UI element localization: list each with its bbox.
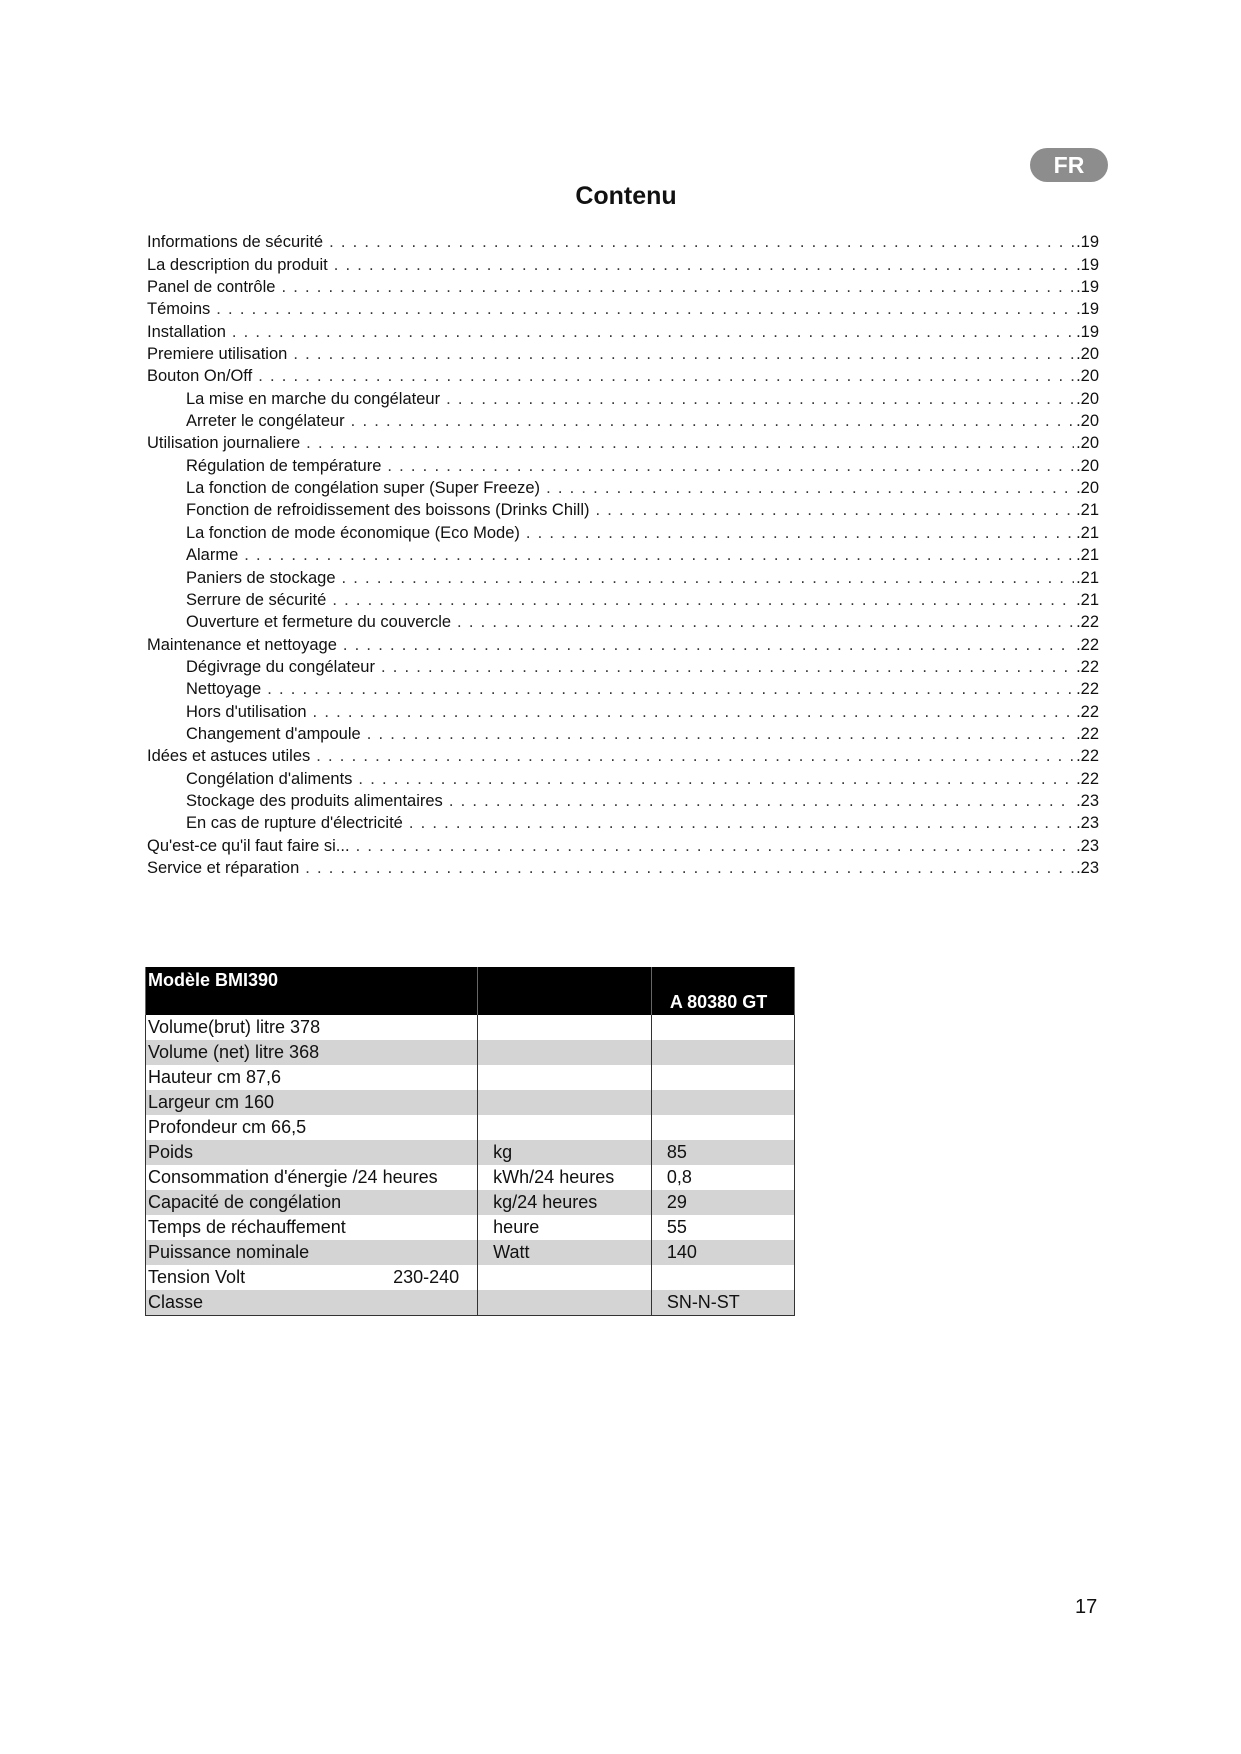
toc-entry-label: Changement d'ampoule <box>186 724 361 743</box>
toc-entry-label: La mise en marche du congélateur <box>186 389 441 408</box>
toc-entry-page: .20 <box>1076 456 1099 475</box>
spec-value <box>651 1015 794 1040</box>
toc-subentry <box>147 766 1099 788</box>
toc-entry-label: Stockage des produits alimentaires <box>186 791 443 810</box>
toc-subentry <box>147 610 1099 632</box>
table-row <box>146 1065 795 1090</box>
spec-label: Volume(brut) litre 378 <box>146 1015 478 1040</box>
toc-leader-dots <box>356 836 1075 856</box>
toc-entry-page: .21 <box>1076 501 1099 520</box>
spec-unit <box>478 1265 652 1290</box>
spec-voltage-value: 230-240 <box>393 1267 460 1287</box>
toc-entry-label: Informations de sécurité <box>147 233 324 252</box>
spec-unit <box>478 1040 652 1065</box>
spec-label: Classe <box>146 1290 478 1316</box>
toc-entry-page: .19 <box>1076 233 1099 252</box>
toc-entry-page: .22 <box>1076 747 1099 766</box>
spec-label: Puissance nominale <box>146 1240 478 1265</box>
toc-entry-label: Bouton On/Off <box>147 367 253 386</box>
toc-entry-page: .22 <box>1076 635 1099 654</box>
spec-label-cell <box>146 1265 478 1290</box>
toc-entry-label: Nettoyage <box>186 680 262 699</box>
spec-value <box>651 1040 794 1065</box>
toc-leader-dots <box>387 456 1074 476</box>
toc-subentry <box>147 722 1099 744</box>
toc-leader-dots <box>216 299 1074 319</box>
toc-entry-label: Premiere utilisation <box>147 345 288 364</box>
toc-entry-page: .23 <box>1076 814 1099 833</box>
toc-leader-dots <box>293 344 1074 364</box>
toc-entry-label: Alarme <box>186 546 239 565</box>
toc-leader-dots <box>457 612 1074 632</box>
toc-entry-label: Congélation d'aliments <box>186 769 353 788</box>
spec-unit <box>478 1015 652 1040</box>
spec-unit: kg/24 heures <box>478 1190 652 1215</box>
toc-entry-page: .21 <box>1076 590 1099 609</box>
toc-entry-label: Témoins <box>147 300 211 319</box>
toc-subentry <box>147 588 1099 610</box>
table-row <box>146 1215 795 1240</box>
toc-entry-label: Utilisation journaliere <box>147 434 301 453</box>
toc-entry-label: Service et réparation <box>147 858 300 877</box>
spec-value: SN-N-ST <box>651 1290 794 1316</box>
table-row <box>146 1140 795 1165</box>
toc-entry-label: Panel de contrôle <box>147 278 276 297</box>
toc-entry-label: Paniers de stockage <box>186 568 336 587</box>
table-row <box>146 1165 795 1190</box>
spec-table-header <box>146 967 795 1015</box>
toc-subentry <box>147 811 1099 833</box>
spec-label: Capacité de congélation <box>146 1190 478 1215</box>
toc-subentry <box>147 677 1099 699</box>
spec-value: 29 <box>651 1190 794 1215</box>
toc-entry <box>147 252 1099 274</box>
toc-leader-dots <box>232 322 1074 342</box>
toc-subentry <box>147 409 1099 431</box>
toc-subentry <box>147 386 1099 408</box>
toc-entry <box>147 319 1099 341</box>
toc-entry <box>147 431 1099 453</box>
toc-entry <box>147 297 1099 319</box>
toc-entry-label: Hors d'utilisation <box>186 702 307 721</box>
toc-entry <box>147 744 1099 766</box>
spec-label: Largeur cm 160 <box>146 1090 478 1115</box>
toc-subentry <box>147 565 1099 587</box>
spec-table <box>145 967 795 1316</box>
spec-unit <box>478 1090 652 1115</box>
header-blank-cell <box>478 967 652 1015</box>
toc-leader-dots <box>329 232 1074 252</box>
page-number: 17 <box>1075 1596 1098 1618</box>
table-row <box>146 1040 795 1065</box>
table-row <box>146 1240 795 1265</box>
toc-leader-dots <box>367 724 1074 744</box>
model-code: A 80380 GT <box>651 967 794 1015</box>
table-row <box>146 1265 795 1290</box>
spec-unit: kWh/24 heures <box>478 1165 652 1190</box>
spec-label: Hauteur cm 87,6 <box>146 1065 478 1090</box>
toc-leader-dots <box>316 746 1074 766</box>
toc-leader-dots <box>409 813 1074 833</box>
spec-unit: heure <box>478 1215 652 1240</box>
toc-entry <box>147 632 1099 654</box>
toc-entry-page: .20 <box>1076 479 1099 498</box>
table-row <box>146 1115 795 1140</box>
toc-entry-page: .20 <box>1076 367 1099 386</box>
toc-leader-dots <box>306 433 1074 453</box>
spec-unit: kg <box>478 1140 652 1165</box>
toc-entry <box>147 230 1099 252</box>
toc-entry-label: La fonction de mode économique (Eco Mode) <box>186 523 520 542</box>
spec-value <box>651 1090 794 1115</box>
model-label: Modèle BMI390 <box>146 967 478 1015</box>
toc-entry-page: .23 <box>1076 836 1099 855</box>
spec-value: 0,8 <box>651 1165 794 1190</box>
toc-leader-dots <box>313 702 1075 722</box>
toc-entry-label: Dégivrage du congélateur <box>186 657 375 676</box>
toc-subentry <box>147 789 1099 811</box>
toc-entry-label: Arreter le congélateur <box>186 412 345 431</box>
table-row <box>146 1190 795 1215</box>
table-row <box>146 1015 795 1040</box>
toc-leader-dots <box>343 635 1074 655</box>
page-title: Contenu <box>575 182 677 210</box>
spec-label: Profondeur cm 66,5 <box>146 1115 478 1140</box>
toc-leader-dots <box>258 366 1074 386</box>
toc-subentry <box>147 699 1099 721</box>
toc-entry-label: Serrure de sécurité <box>186 590 327 609</box>
toc-entry <box>147 833 1099 855</box>
toc-leader-dots <box>305 858 1074 878</box>
toc-entry-label: Maintenance et nettoyage <box>147 635 337 654</box>
toc-entry-page: .19 <box>1076 322 1099 341</box>
toc-entry-label: La description du produit <box>147 255 328 274</box>
toc-leader-dots <box>446 389 1074 409</box>
language-badge: FR <box>1030 148 1108 182</box>
toc-leader-dots <box>334 255 1074 275</box>
spec-label: Consommation d'énergie /24 heures <box>146 1165 478 1190</box>
toc-subentry <box>147 453 1099 475</box>
toc-leader-dots <box>358 769 1074 789</box>
toc-leader-dots <box>267 679 1074 699</box>
toc-entry <box>147 342 1099 364</box>
toc-entry-page: .20 <box>1076 389 1099 408</box>
toc-entry-page: .22 <box>1076 702 1099 721</box>
toc-subentry <box>147 520 1099 542</box>
toc-entry-page: .20 <box>1076 434 1099 453</box>
spec-value: 85 <box>651 1140 794 1165</box>
toc-leader-dots <box>281 277 1074 297</box>
toc-entry <box>147 364 1099 386</box>
toc-entry-page: .21 <box>1076 546 1099 565</box>
toc-leader-dots <box>546 478 1074 498</box>
toc-entry-page: .23 <box>1076 791 1099 810</box>
spec-unit: Watt <box>478 1240 652 1265</box>
toc-leader-dots <box>244 545 1074 565</box>
toc-entry-label: Qu'est-ce qu'il faut faire si... <box>147 836 350 855</box>
toc-leader-dots <box>332 590 1074 610</box>
spec-value <box>651 1115 794 1140</box>
toc-entry-label: Idées et astuces utiles <box>147 747 311 766</box>
spec-unit <box>478 1115 652 1140</box>
spec-value <box>651 1065 794 1090</box>
toc-leader-dots <box>351 411 1074 431</box>
toc-entry-label: La fonction de congélation super (Super Freeze) <box>186 479 541 498</box>
table-of-contents <box>147 230 1099 878</box>
toc-entry-page: .23 <box>1076 858 1099 877</box>
toc-entry-label: Fonction de refroidissement des boissons (Drinks Chill) <box>186 501 590 520</box>
toc-leader-dots <box>381 657 1074 677</box>
toc-entry-page: .22 <box>1076 724 1099 743</box>
toc-entry-page: .21 <box>1076 523 1099 542</box>
spec-value <box>651 1265 794 1290</box>
toc-entry-page: .22 <box>1076 769 1099 788</box>
toc-entry-page: .19 <box>1076 255 1099 274</box>
toc-subentry <box>147 543 1099 565</box>
toc-entry-page: .21 <box>1076 568 1099 587</box>
toc-leader-dots <box>526 523 1074 543</box>
toc-entry-page: .22 <box>1076 657 1099 676</box>
spec-unit <box>478 1065 652 1090</box>
toc-entry-page: .20 <box>1076 412 1099 431</box>
spec-label: Temps de réchauffement <box>146 1215 478 1240</box>
toc-subentry <box>147 476 1099 498</box>
toc-entry-page: .19 <box>1076 300 1099 319</box>
toc-leader-dots <box>596 500 1075 520</box>
spec-unit <box>478 1290 652 1316</box>
toc-subentry <box>147 498 1099 520</box>
spec-label: Poids <box>146 1140 478 1165</box>
toc-entry <box>147 275 1099 297</box>
toc-entry <box>147 856 1099 878</box>
table-row <box>146 1290 795 1316</box>
toc-leader-dots <box>449 791 1074 811</box>
spec-label: Volume (net) litre 368 <box>146 1040 478 1065</box>
toc-entry-label: En cas de rupture d'électricité <box>186 814 403 833</box>
toc-entry-page: .19 <box>1076 278 1099 297</box>
spec-value: 55 <box>651 1215 794 1240</box>
toc-entry-page: .20 <box>1076 345 1099 364</box>
toc-entry-label: Installation <box>147 322 226 341</box>
toc-entry-label: Régulation de température <box>186 456 382 475</box>
toc-leader-dots <box>342 568 1075 588</box>
table-row <box>146 1090 795 1115</box>
toc-subentry <box>147 655 1099 677</box>
toc-entry-page: .22 <box>1076 680 1099 699</box>
spec-label: Tension Volt <box>148 1267 246 1287</box>
toc-entry-page: .22 <box>1076 613 1099 632</box>
spec-value: 140 <box>651 1240 794 1265</box>
toc-entry-label: Ouverture et fermeture du couvercle <box>186 613 452 632</box>
